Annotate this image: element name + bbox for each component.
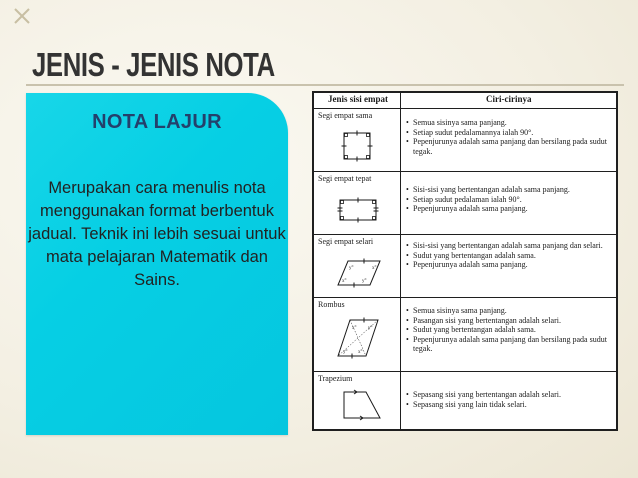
decorative-x-icon <box>12 6 32 26</box>
slide-title: JENIS - JENIS NOTA <box>32 46 275 83</box>
trait-item: • Sudut yang bertentangan adalah sama. <box>406 251 612 261</box>
nota-lajur-box <box>26 93 288 435</box>
svg-text:x°: x° <box>352 326 357 331</box>
svg-text:y°: y° <box>343 350 348 355</box>
parallelogram-shape-icon <box>334 257 384 289</box>
quadrilateral-table <box>312 91 618 431</box>
trait-item: • Pepenjurunya adalah sama panjang dan bersilang pada sudut tegak. <box>406 137 612 156</box>
trait-item: • Sudut yang bertentangan adalah sama. <box>406 325 612 335</box>
table-row-trapezium <box>314 372 616 429</box>
trait-item: • Pepenjurunya adalah sama panjang. <box>406 204 612 214</box>
box-body-text: Merupakan cara menulis nota menggunakan format berbentuk jadual. Teknik ini lebih sesuai untuk mata pelajaran Matematik dan Sains. <box>28 179 286 289</box>
svg-text:x°: x° <box>358 350 363 355</box>
trait-item: • Semua sisinya sama panjang. <box>406 118 612 128</box>
trait-item: • Sepasang sisi yang lain tidak selari. <box>406 400 612 410</box>
trapezium-shape-icon <box>338 388 384 422</box>
traits-list <box>406 390 612 409</box>
header-jenis: Jenis sisi empat <box>328 94 389 104</box>
trait-item: • Setiap sudut pedalaman ialah 90°. <box>406 195 612 205</box>
trait-item: • Pepenjurunya adalah sama panjang dan bersilang pada sudut tegak. <box>406 335 612 354</box>
svg-text:x°: x° <box>342 279 347 284</box>
trait-item: • Pepenjurunya adalah sama panjang. <box>406 260 612 270</box>
box-heading: NOTA LAJUR <box>92 111 222 133</box>
traits-list <box>406 241 612 270</box>
shape-name: Segi empat selari <box>318 237 374 246</box>
rhombus-shape-icon <box>334 316 382 362</box>
svg-text:y°: y° <box>362 279 367 284</box>
table-row-rombus <box>314 298 616 372</box>
trait-item: • Setiap sudut pedalamannya ialah 90°. <box>406 128 612 138</box>
shape-name: Trapezium <box>318 374 353 383</box>
traits-list <box>406 185 612 214</box>
table-row-segi-empat-sama <box>314 109 616 172</box>
trait-item: • Pasangan sisi yang bertentangan adalah selari. <box>406 316 612 326</box>
traits-list <box>406 306 612 354</box>
table-row-segi-empat-selari <box>314 235 616 298</box>
square-shape-icon <box>340 129 374 163</box>
shape-name: Segi empat tepat <box>318 174 372 183</box>
shape-name: Rombus <box>318 300 345 309</box>
svg-text:y°: y° <box>368 326 373 331</box>
traits-list <box>406 118 612 156</box>
trait-item: • Sepasang sisi yang bertentangan adalah selari. <box>406 390 612 400</box>
table-header-row <box>314 93 616 109</box>
rectangle-shape-icon <box>336 196 380 224</box>
trait-item: • Sisi-sisi yang bertentangan adalah sama panjang dan selari. <box>406 241 612 251</box>
title-underline <box>26 84 624 86</box>
svg-text:x°: x° <box>372 266 377 271</box>
svg-text:y°: y° <box>349 266 354 271</box>
table-row-segi-empat-tepat <box>314 172 616 235</box>
trait-item: • Semua sisinya sama panjang. <box>406 306 612 316</box>
header-ciri: Ciri-cirinya <box>486 94 532 104</box>
trait-item: • Sisi-sisi yang bertentangan adalah sama panjang. <box>406 185 612 195</box>
shape-name: Segi empat sama <box>318 111 373 120</box>
